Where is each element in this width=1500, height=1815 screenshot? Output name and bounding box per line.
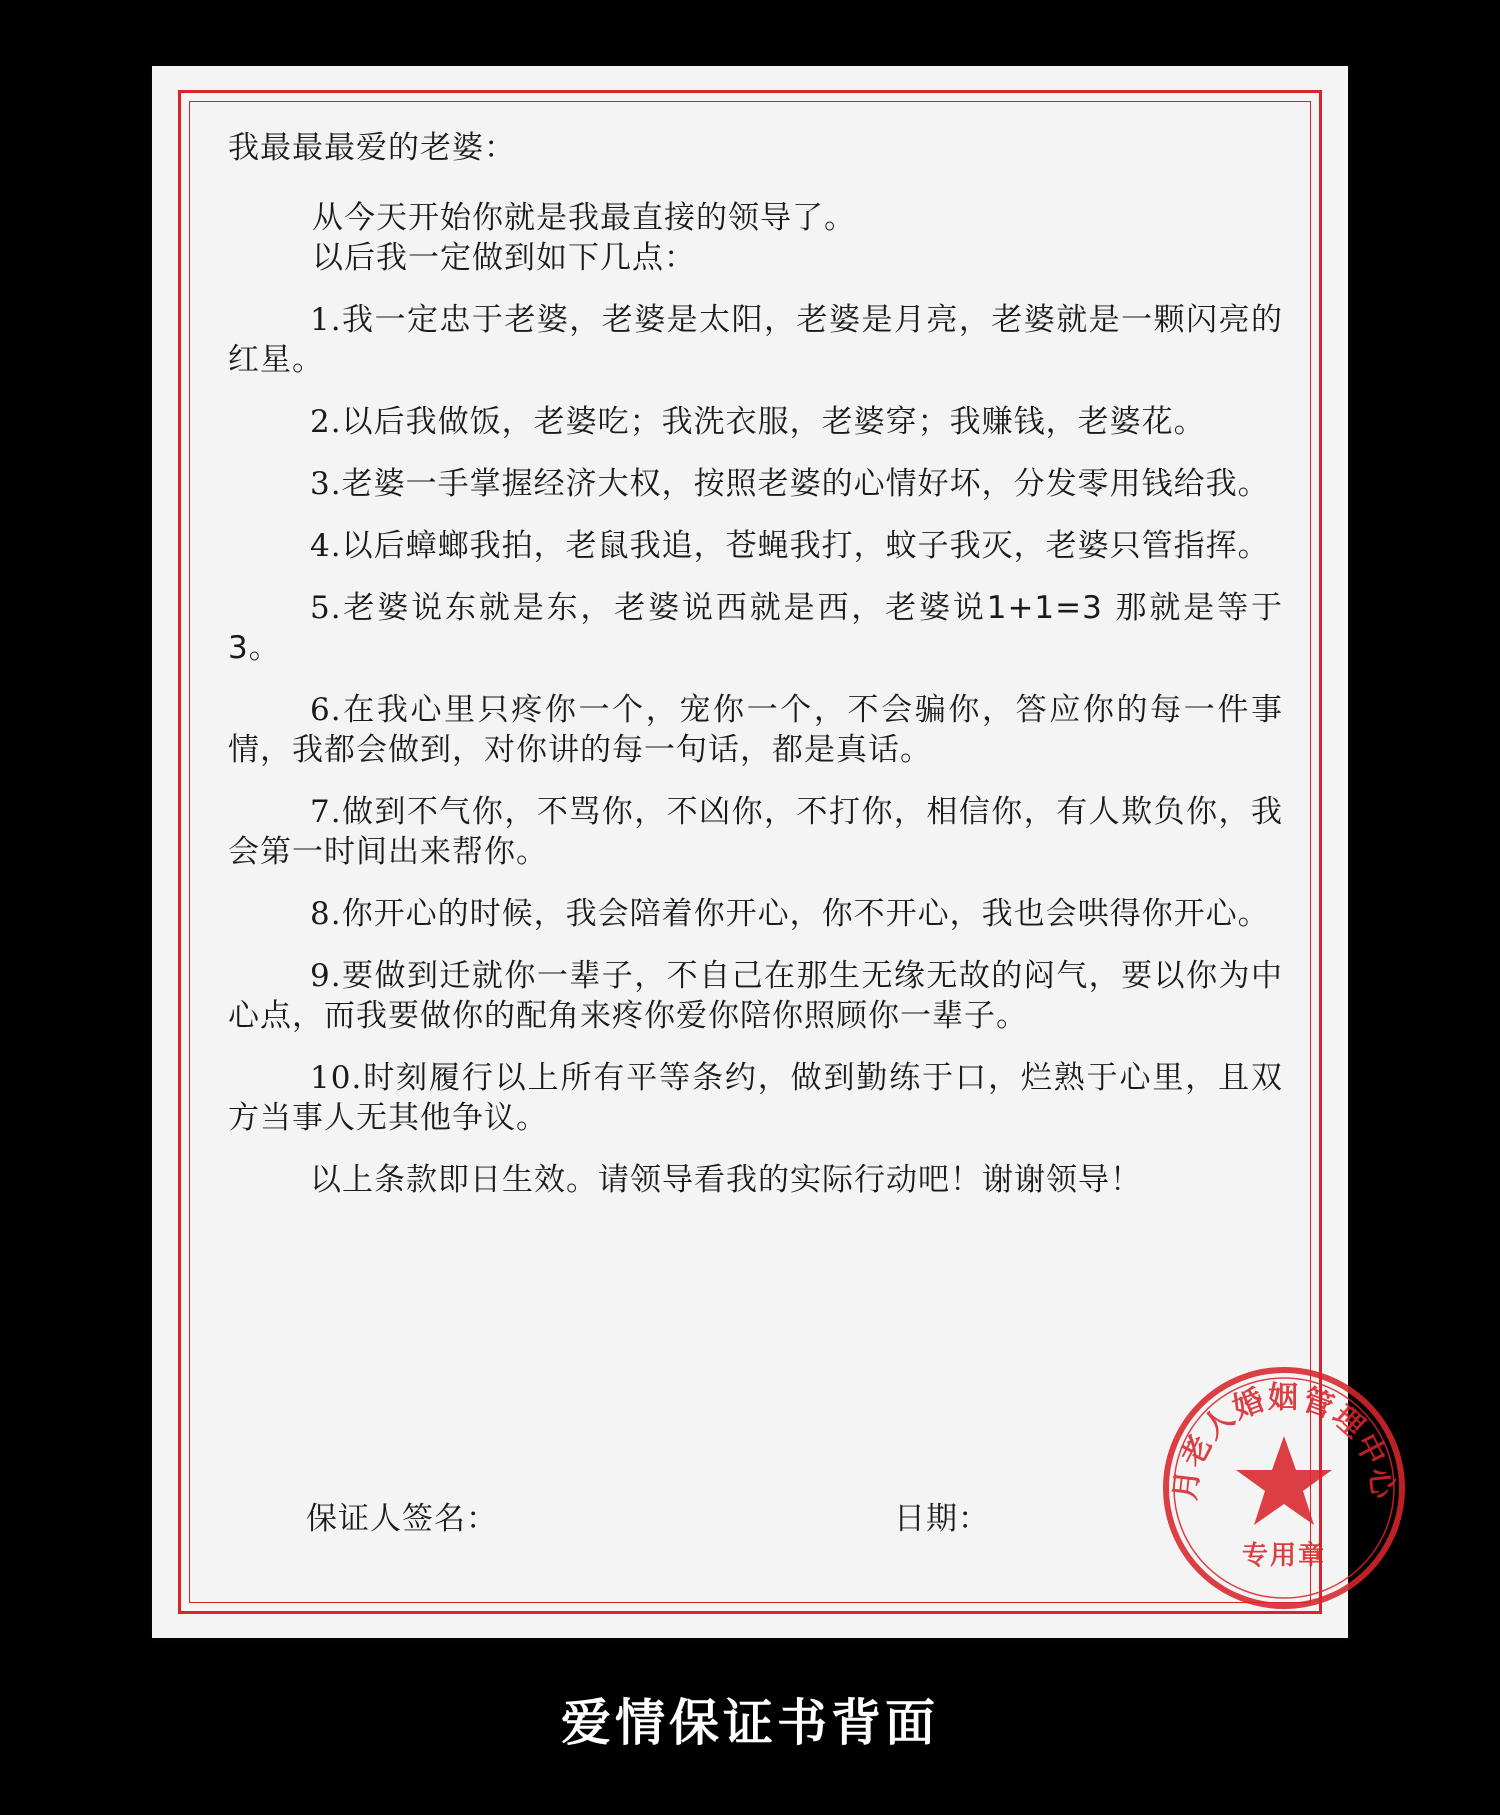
signature-label: 保证人签名： [306, 1501, 498, 1537]
clause-9 [228, 956, 1283, 1036]
clause-text: 以后蟑螂我拍，老鼠我追，苍蝇我打，蚊子我灭，老婆只管指挥。 [341, 528, 1270, 564]
clause-text: 要做到迁就你一辈子，不自己在那生无缘无故的闷气，要以你为中心点，而我要做你的配角来疼你爱你陪你照顾你一辈子。 [228, 958, 1283, 1034]
salutation: 我最最最爱的老婆： [228, 130, 516, 166]
clause-number: 10. [310, 1060, 363, 1096]
clause-7 [228, 792, 1283, 872]
clause-number: 5. [310, 590, 342, 626]
clause-4 [228, 526, 1283, 566]
clause-text: 老婆一手掌握经济大权，按照老婆的心情好坏，分发零用钱给我。 [341, 466, 1270, 502]
clause-text: 时刻履行以上所有平等条约，做到勤练于口，烂熟于心里，且双方当事人无其他争议。 [228, 1060, 1283, 1136]
clause-10 [228, 1058, 1283, 1138]
clause-1 [228, 300, 1283, 380]
svg-text:专用章: 专用章 [1241, 1541, 1327, 1571]
clause-number: 6. [310, 692, 342, 728]
clause-3 [228, 464, 1283, 504]
clause-8 [228, 894, 1283, 934]
letter-body [228, 128, 1283, 1200]
clause-number: 3. [310, 466, 342, 502]
clause-text: 以后我做饭，老婆吃；我洗衣服，老婆穿；我赚钱，老婆花。 [341, 404, 1206, 440]
clause-6 [228, 690, 1283, 770]
clause-number: 2. [310, 404, 342, 440]
red-seal-stamp [1160, 1364, 1408, 1612]
clause-text: 你开心的时候，我会陪着你开心，你不开心，我也会哄得你开心。 [341, 896, 1270, 932]
closing-statement: 以上条款即日生效。请领导看我的实际行动吧！谢谢领导！ [310, 1162, 1142, 1198]
clause-number: 8. [310, 896, 342, 932]
date-label: 日期： [894, 1501, 990, 1537]
intro-line: 从今天开始你就是我最直接的领导了。 [312, 200, 856, 236]
clause-5 [228, 588, 1283, 668]
clause-number: 7. [310, 794, 342, 830]
certificate-paper [152, 66, 1401, 1638]
intro [228, 198, 1283, 278]
intro-line: 以后我一定做到如下几点： [312, 240, 696, 276]
clause-2 [228, 402, 1283, 442]
clause-number: 1. [310, 302, 342, 338]
clause-number: 4. [310, 528, 342, 564]
svg-text:月老人婚姻管理中心: 月老人婚姻管理中心 [1167, 1380, 1401, 1503]
clause-text: 做到不气你，不骂你，不凶你，不打你，相信你，有人欺负你，我会第一时间出来帮你。 [228, 794, 1283, 870]
clause-text: 在我心里只疼你一个，宠你一个，不会骗你，答应你的每一件事情，我都会做到，对你讲的每一句话，都是真话。 [228, 692, 1283, 768]
clause-number: 9. [310, 958, 342, 994]
clause-text: 老婆说东就是东，老婆说西就是西，老婆说1+1=3 那就是等于3。 [228, 590, 1283, 666]
star-icon [1236, 1436, 1332, 1525]
caption: 爱情保证书背面 [561, 1694, 939, 1752]
clause-text: 我一定忠于老婆，老婆是太阳，老婆是月亮，老婆就是一颗闪亮的红星。 [228, 302, 1283, 378]
